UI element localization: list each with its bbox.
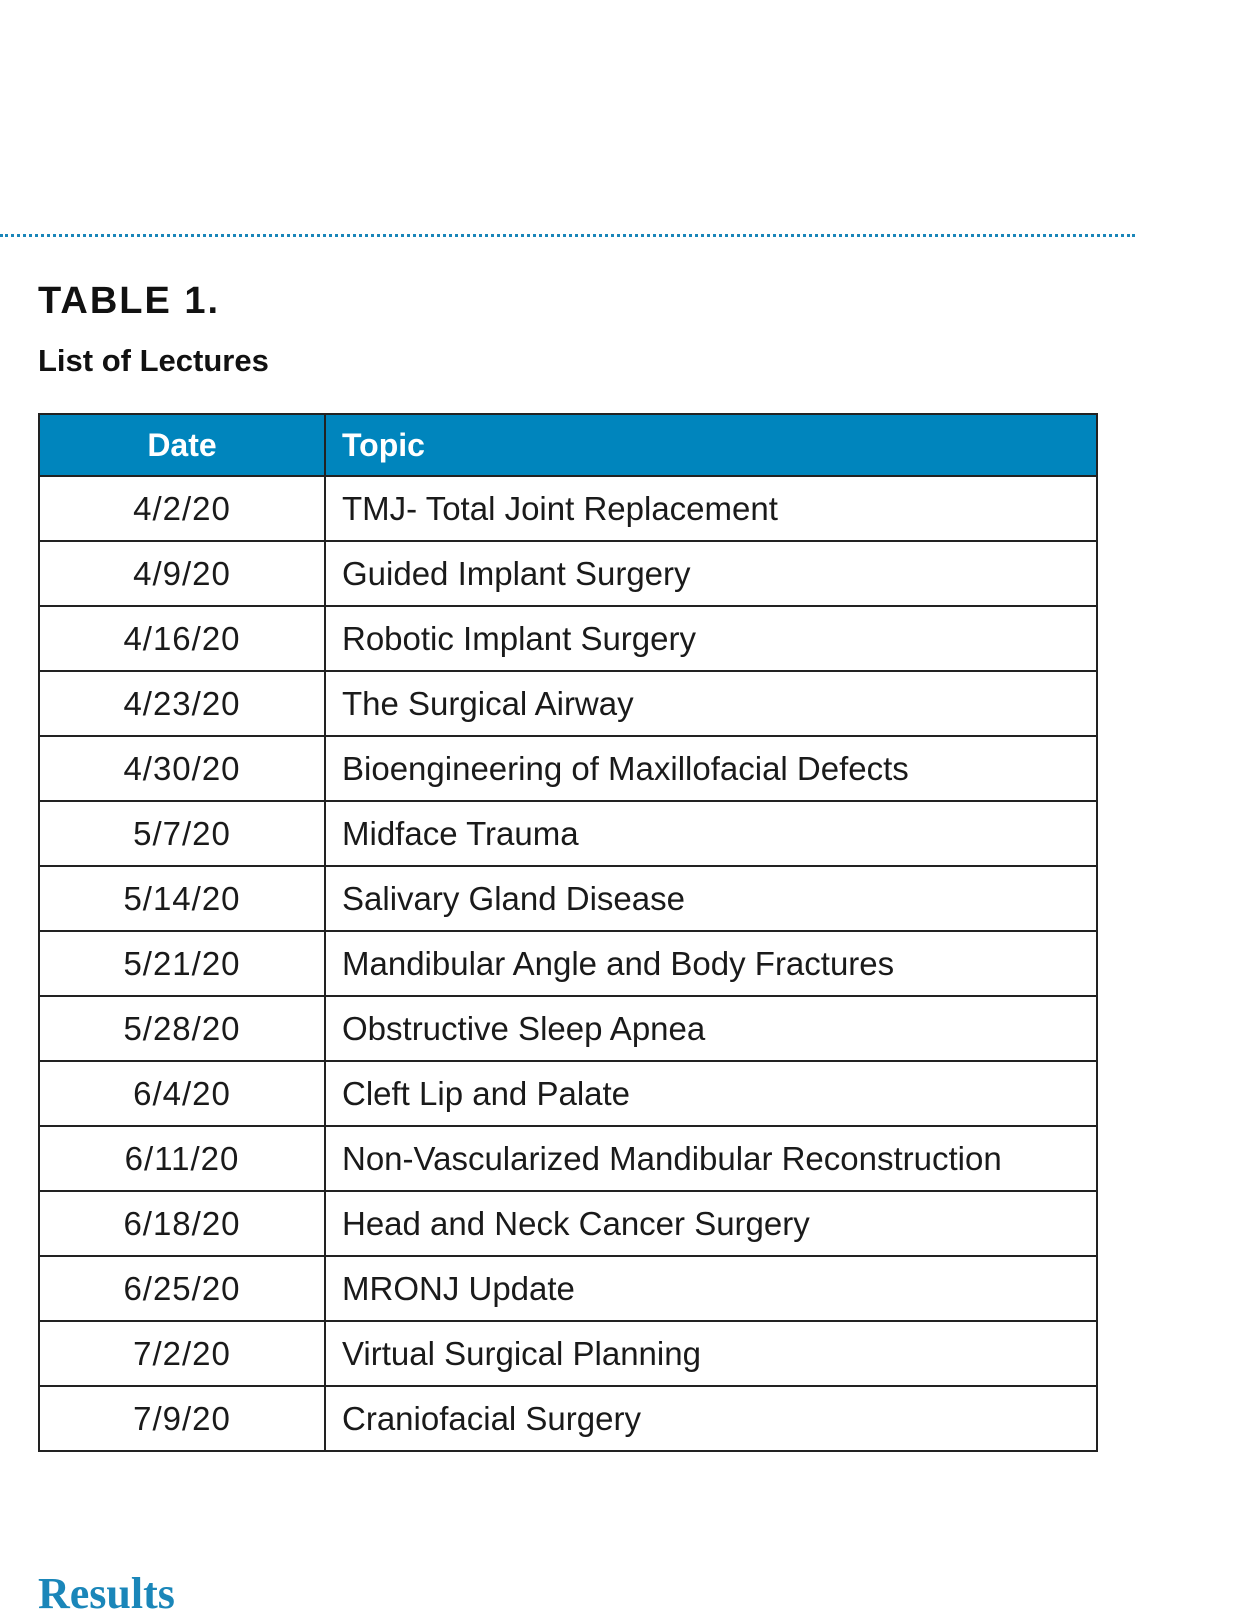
date-cell: 7/2/20 <box>39 1321 325 1386</box>
table-row <box>39 1321 1097 1386</box>
topic-cell: Obstructive Sleep Apnea <box>325 996 1097 1061</box>
table-label: TABLE 1. <box>38 280 221 322</box>
table-row <box>39 1256 1097 1321</box>
date-cell: 6/11/20 <box>39 1126 325 1191</box>
table-body <box>39 476 1097 1451</box>
table-row <box>39 931 1097 996</box>
topic-cell: Cleft Lip and Palate <box>325 1061 1097 1126</box>
topic-cell: Mandibular Angle and Body Fractures <box>325 931 1097 996</box>
date-cell: 4/2/20 <box>39 476 325 541</box>
topic-cell: Robotic Implant Surgery <box>325 606 1097 671</box>
topic-cell: Midface Trauma <box>325 801 1097 866</box>
table-row <box>39 801 1097 866</box>
date-cell: 4/30/20 <box>39 736 325 801</box>
date-cell: 5/28/20 <box>39 996 325 1061</box>
table-row <box>39 476 1097 541</box>
lectures-table <box>38 413 1098 1452</box>
table-row <box>39 606 1097 671</box>
table-row <box>39 541 1097 606</box>
date-cell: 5/14/20 <box>39 866 325 931</box>
table-header <box>39 414 1097 476</box>
table-row <box>39 736 1097 801</box>
table-row <box>39 1061 1097 1126</box>
date-cell: 6/25/20 <box>39 1256 325 1321</box>
date-cell: 4/9/20 <box>39 541 325 606</box>
table-row <box>39 996 1097 1061</box>
table-row <box>39 1386 1097 1451</box>
topic-cell: Craniofacial Surgery <box>325 1386 1097 1451</box>
table-row <box>39 671 1097 736</box>
topic-cell: Non-Vascularized Mandibular Reconstruction <box>325 1126 1097 1191</box>
topic-column-header: Topic <box>325 414 1097 476</box>
date-cell: 4/16/20 <box>39 606 325 671</box>
results-heading: Results <box>38 1569 175 1618</box>
topic-cell: MRONJ Update <box>325 1256 1097 1321</box>
date-cell: 4/23/20 <box>39 671 325 736</box>
topic-cell: The Surgical Airway <box>325 671 1097 736</box>
header-row <box>39 414 1097 476</box>
date-cell: 5/7/20 <box>39 801 325 866</box>
date-cell: 6/4/20 <box>39 1061 325 1126</box>
table-caption: List of Lectures <box>38 343 269 378</box>
topic-cell: Virtual Surgical Planning <box>325 1321 1097 1386</box>
date-cell: 6/18/20 <box>39 1191 325 1256</box>
topic-cell: TMJ- Total Joint Replacement <box>325 476 1097 541</box>
dotted-divider <box>0 234 1135 237</box>
topic-cell: Bioengineering of Maxillofacial Defects <box>325 736 1097 801</box>
date-cell: 7/9/20 <box>39 1386 325 1451</box>
date-column-header: Date <box>39 414 325 476</box>
table-row <box>39 866 1097 931</box>
date-cell: 5/21/20 <box>39 931 325 996</box>
topic-cell: Guided Implant Surgery <box>325 541 1097 606</box>
topic-cell: Salivary Gland Disease <box>325 866 1097 931</box>
table-row <box>39 1191 1097 1256</box>
topic-cell: Head and Neck Cancer Surgery <box>325 1191 1097 1256</box>
table-row <box>39 1126 1097 1191</box>
